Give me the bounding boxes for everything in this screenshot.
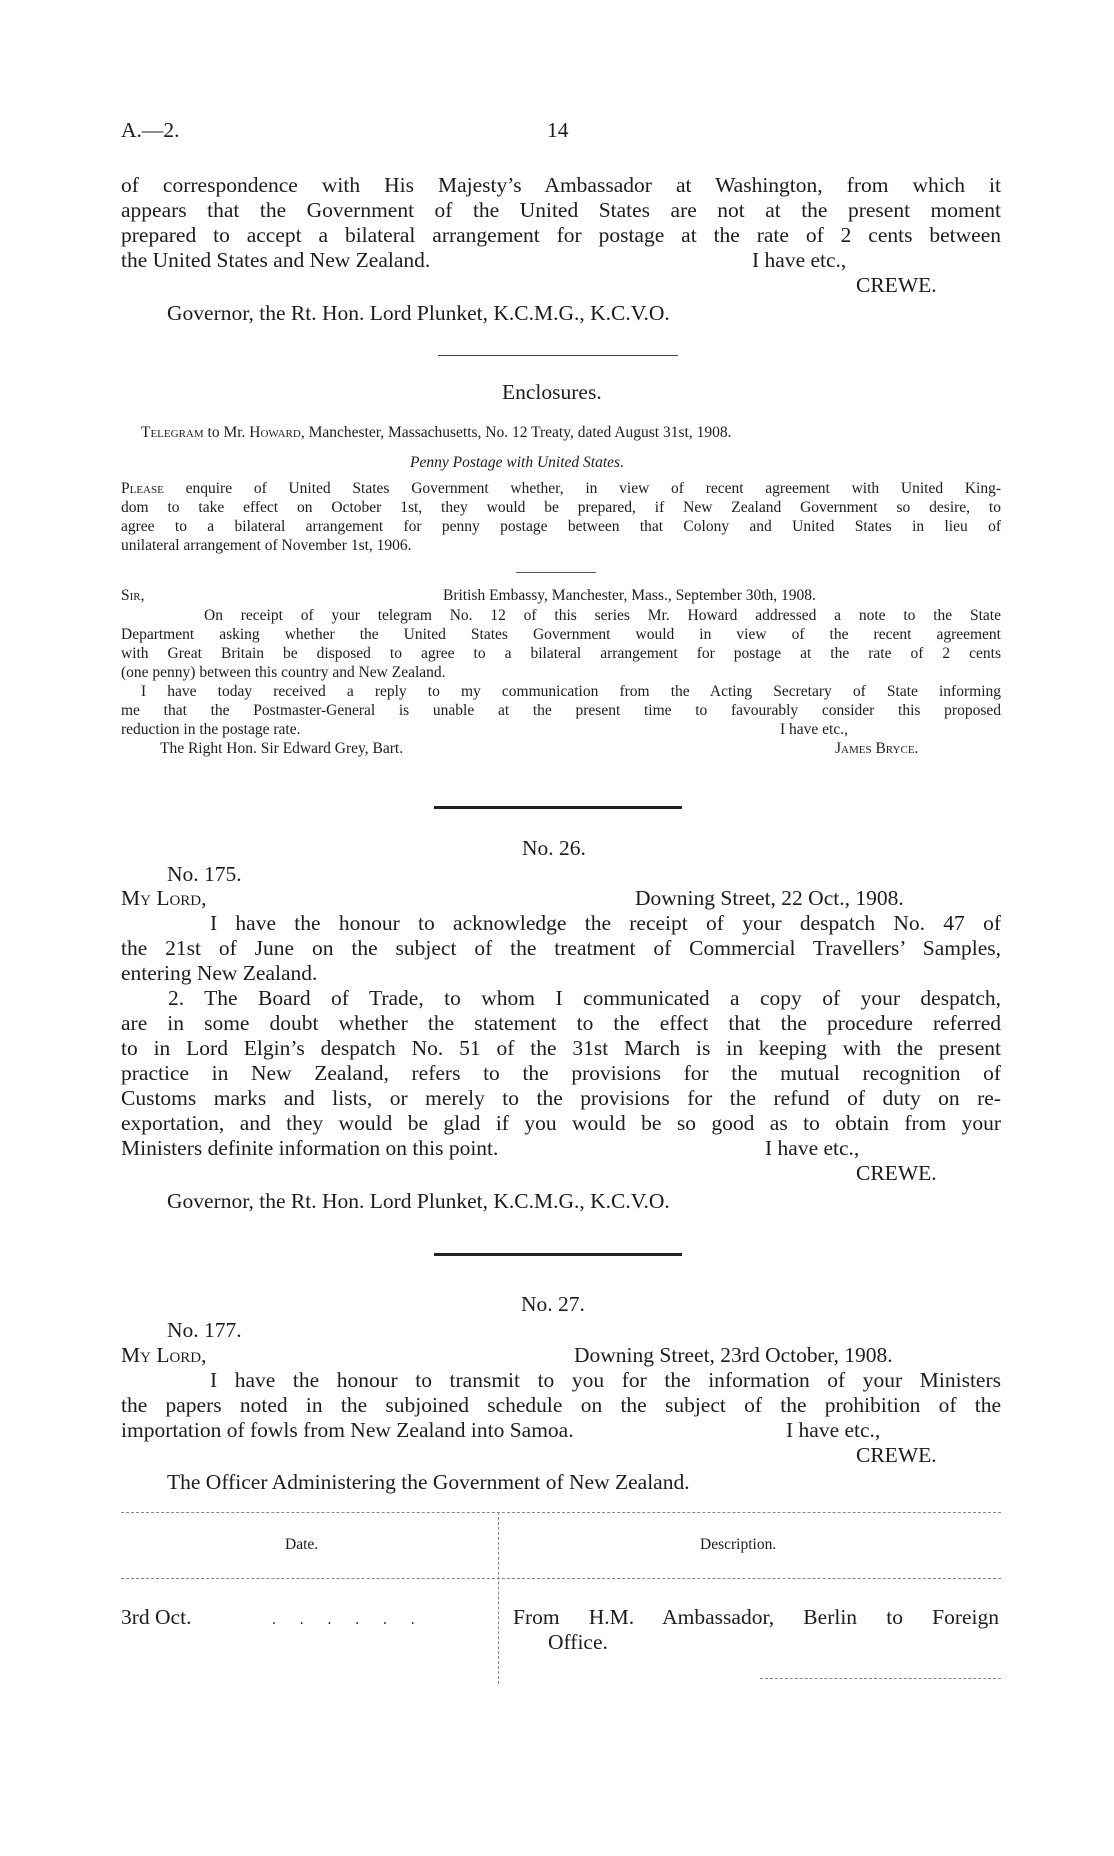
- page-ref: A.—2.: [121, 118, 180, 142]
- dateline: Downing Street, 23rd October, 1908.: [574, 1343, 893, 1367]
- enclosures-heading: Enclosures.: [502, 380, 602, 404]
- table-header-rule: [121, 1578, 1001, 1579]
- table-header-description: Description.: [700, 1536, 777, 1553]
- section-divider: [434, 1253, 682, 1256]
- body-line: I have the honour to transmit to you for the information of your Ministers: [210, 1368, 1001, 1392]
- salutation: My Lord,: [121, 886, 207, 910]
- table-column-divider: [498, 1512, 499, 1684]
- telegram-first-word: Please: [121, 480, 164, 497]
- table-bottom-rule: [760, 1678, 1001, 1679]
- body-line: Ministers definite information on this point.: [121, 1136, 499, 1160]
- letter-salutation: Sir,: [121, 587, 145, 604]
- table-top-rule: [121, 1512, 1001, 1513]
- body-line: entering New Zealand.: [121, 961, 318, 985]
- body-line: appears that the Government of the United States are not at the present moment: [121, 198, 1001, 222]
- letter-line: reduction in the postage rate.: [121, 721, 301, 738]
- body-line: to in Lord Elgin’s despatch No. 51 of the 31st March is in keeping with the present: [121, 1036, 1001, 1060]
- body-line: I have the honour to acknowledge the receipt of your despatch No. 47 of: [210, 911, 1001, 935]
- letter-closing: I have etc.,: [780, 721, 848, 738]
- telegram-line: agree to a bilateral arrangement for penny postage between that Colony and United States in lieu of: [121, 518, 1001, 535]
- addressee: Governor, the Rt. Hon. Lord Plunket, K.C.M.G., K.C.V.O.: [167, 301, 670, 325]
- letter-line: Department asking whether the United States Government would in view of the recent agreement: [121, 626, 1001, 643]
- signature: CREWE.: [856, 1443, 937, 1467]
- dateline: Downing Street, 22 Oct., 1908.: [635, 886, 904, 910]
- telegram-subject: Penny Postage with United States.: [410, 454, 624, 471]
- signature: CREWE.: [856, 1161, 937, 1185]
- body-line: of correspondence with His Majesty’s Ambassador at Washington, from which it: [121, 173, 1001, 197]
- telegram-line: dom to take effect on October 1st, they would be prepared, if New Zealand Government so desire, to: [121, 499, 1001, 516]
- letter-line: me that the Postmaster-General is unable at the present time to favourably consider this proposed: [121, 702, 1001, 719]
- closing: I have etc.,: [765, 1136, 860, 1160]
- letter-line: with Great Britain be disposed to agree to a bilateral arrangement for postage at the rate of 2 cents: [121, 645, 1001, 662]
- page-number: 14: [547, 118, 569, 142]
- body-line: prepared to accept a bilateral arrangement for postage at the rate of 2 cents between: [121, 223, 1001, 247]
- section-heading: No. 27.: [521, 1292, 585, 1316]
- body-line: the papers noted in the subjoined schedule on the subject of the prohibition of the: [121, 1393, 1001, 1417]
- letter-line: (one penny) between this country and New Zealand.: [121, 664, 446, 681]
- row-description: From H.M. Ambassador, Berlin to Foreign: [513, 1605, 999, 1629]
- letter-line: I have today received a reply to my communication from the Acting Secretary of State informing: [141, 683, 1001, 700]
- telegram-line: unilateral arrangement of November 1st, 1906.: [121, 537, 412, 554]
- telegram-recipient: Howard: [249, 424, 301, 441]
- telegram-line: [121, 479, 1001, 498]
- body-line: the United States and New Zealand.: [121, 248, 431, 272]
- telegram-text: enquire of United States Government whether, in view of recent agreement with United King-: [185, 480, 1001, 497]
- table-header-date: Date.: [285, 1536, 319, 1553]
- closing: I have etc.,: [786, 1418, 881, 1442]
- closing: I have etc.,: [752, 248, 847, 272]
- addressee: The Officer Administering the Government of New Zealand.: [167, 1470, 690, 1494]
- section-divider: [434, 806, 682, 809]
- row-description-cont: Office.: [548, 1630, 608, 1654]
- letter-addressee: The Right Hon. Sir Edward Grey, Bart.: [160, 740, 404, 757]
- body-line: are in some doubt whether the statement to the effect that the procedure referred: [121, 1011, 1001, 1035]
- telegram-heading: [141, 423, 731, 442]
- addressee: Governor, the Rt. Hon. Lord Plunket, K.C.M.G., K.C.V.O.: [167, 1189, 670, 1213]
- telegram-to: to Mr.: [207, 424, 246, 441]
- section-divider: [438, 355, 678, 356]
- letter-signature: James Bryce.: [835, 740, 919, 757]
- salutation: My Lord,: [121, 1343, 207, 1367]
- body-line: exportation, and they would be glad if you would be so good as to obtain from your: [121, 1111, 1001, 1135]
- body-line: the 21st of June on the subject of the treatment of Commercial Travellers’ Samples,: [121, 936, 1001, 960]
- telegram-details: , Manchester, Massachusetts, No. 12 Treaty, dated August 31st, 1908.: [300, 424, 732, 441]
- section-heading: No. 26.: [522, 836, 586, 860]
- body-line: 2. The Board of Trade, to whom I communicated a copy of your despatch,: [168, 986, 1001, 1010]
- despatch-ref: No. 177.: [167, 1318, 242, 1342]
- enclosure-divider: [516, 572, 596, 573]
- row-leader: . . . . . .: [272, 1611, 415, 1628]
- letter-address: British Embassy, Manchester, Mass., September 30th, 1908.: [443, 587, 816, 604]
- body-line: importation of fowls from New Zealand into Samoa.: [121, 1418, 574, 1442]
- telegram-label: Telegram: [141, 424, 204, 441]
- body-line: practice in New Zealand, refers to the provisions for the mutual recognition of: [121, 1061, 1001, 1085]
- row-date: 3rd Oct.: [121, 1605, 192, 1629]
- signature: CREWE.: [856, 273, 937, 297]
- body-line: Customs marks and lists, or merely to the provisions for the refund of duty on re-: [121, 1086, 1001, 1110]
- letter-line: On receipt of your telegram No. 12 of this series Mr. Howard addressed a note to the State: [204, 607, 1001, 624]
- despatch-ref: No. 175.: [167, 862, 242, 886]
